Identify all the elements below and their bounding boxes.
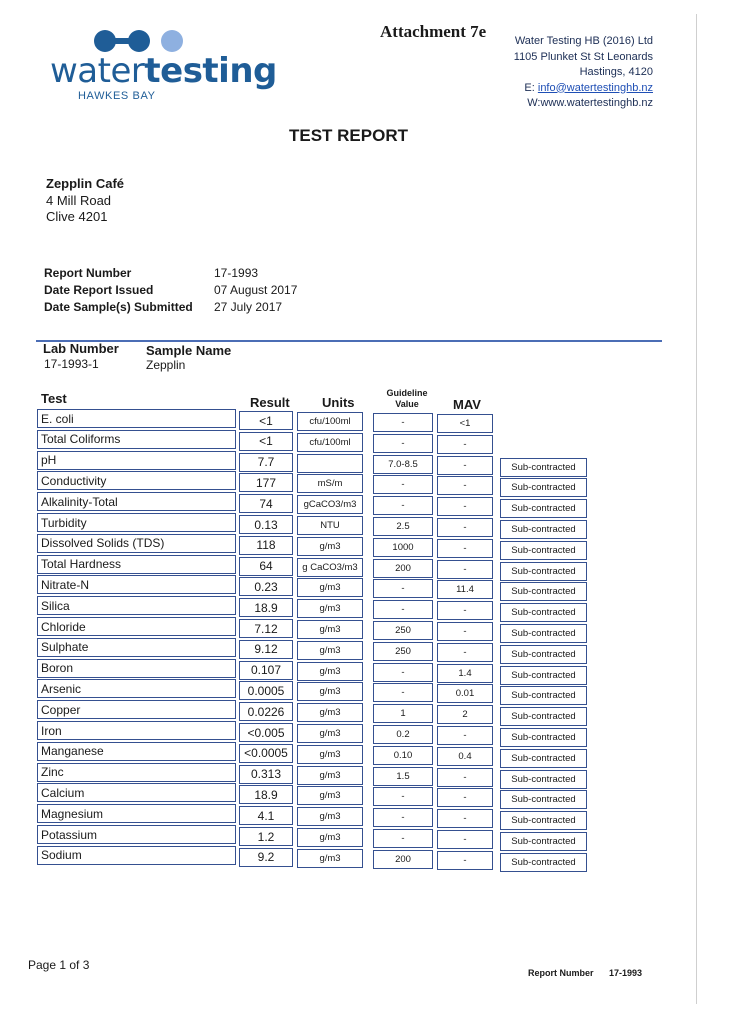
cell-note: Sub-contracted bbox=[500, 728, 587, 747]
cell-test: Arsenic bbox=[37, 679, 236, 698]
cell-guideline: - bbox=[373, 683, 433, 702]
cell-test: Total Coliforms bbox=[37, 430, 236, 449]
cell-units: g/m3 bbox=[297, 537, 363, 556]
cell-units: g/m3 bbox=[297, 807, 363, 826]
cell-note: Sub-contracted bbox=[500, 520, 587, 539]
cell-note: Sub-contracted bbox=[500, 853, 587, 872]
company-address bbox=[514, 34, 653, 112]
footer-report-number: 17-1993 bbox=[609, 968, 643, 978]
report-number: 17-1993 bbox=[214, 266, 259, 280]
cell-guideline: - bbox=[373, 413, 433, 432]
cell-result: 64 bbox=[239, 557, 293, 576]
cell-mav: - bbox=[437, 622, 493, 641]
cell-mav: - bbox=[437, 435, 493, 454]
cell-test: Nitrate-N bbox=[37, 575, 236, 594]
cell-result: <0.0005 bbox=[239, 744, 293, 763]
cell-test: Zinc bbox=[37, 763, 236, 782]
cell-result: 1.2 bbox=[239, 827, 293, 846]
cell-result: 0.23 bbox=[239, 577, 293, 596]
cell-test: pH bbox=[37, 451, 236, 470]
col-header-units: Units bbox=[322, 395, 355, 410]
cell-guideline: 0.10 bbox=[373, 746, 433, 765]
cell-result: 0.313 bbox=[239, 765, 293, 784]
cell-result: 118 bbox=[239, 536, 293, 555]
cell-units: gCaCO3/m3 bbox=[297, 495, 363, 514]
sample-name-label: Sample Name bbox=[146, 343, 232, 358]
cell-units: g/m3 bbox=[297, 786, 363, 805]
cell-units: g/m3 bbox=[297, 745, 363, 764]
cell-mav: - bbox=[437, 851, 493, 870]
date-issued: 07 August 2017 bbox=[214, 283, 298, 297]
cell-mav: - bbox=[437, 518, 493, 537]
cell-result: 7.12 bbox=[239, 619, 293, 638]
company-email-line: E: info@watertestinghb.nz bbox=[524, 81, 653, 94]
cell-test: Manganese bbox=[37, 742, 236, 761]
cell-test: Magnesium bbox=[37, 804, 236, 823]
cell-test: Potassium bbox=[37, 825, 236, 844]
page-number: Page 1 of 3 bbox=[28, 958, 90, 972]
cell-result: 0.107 bbox=[239, 661, 293, 680]
company-web: W:www.watertestinghb.nz bbox=[527, 97, 653, 109]
cell-guideline: - bbox=[373, 663, 433, 682]
page-edge-line bbox=[696, 14, 697, 1004]
cell-units: g/m3 bbox=[297, 703, 363, 722]
cell-note: Sub-contracted bbox=[500, 686, 587, 705]
cell-note: Sub-contracted bbox=[500, 811, 587, 830]
cell-note: Sub-contracted bbox=[500, 666, 587, 685]
cell-result: 177 bbox=[239, 473, 293, 492]
cell-result: <0.005 bbox=[239, 723, 293, 742]
cell-result: 9.2 bbox=[239, 848, 293, 867]
lab-number-label: Lab Number bbox=[43, 341, 119, 356]
cell-result: 0.13 bbox=[239, 515, 293, 534]
cell-mav: - bbox=[437, 788, 493, 807]
cell-units bbox=[297, 454, 363, 473]
cell-guideline: 250 bbox=[373, 642, 433, 661]
lab-number: 17-1993-1 bbox=[44, 357, 99, 371]
cell-guideline: - bbox=[373, 600, 433, 619]
cell-guideline: - bbox=[373, 434, 433, 453]
cell-guideline: 1.5 bbox=[373, 767, 433, 786]
cell-result: 4.1 bbox=[239, 806, 293, 825]
cell-note: Sub-contracted bbox=[500, 707, 587, 726]
cell-units: NTU bbox=[297, 516, 363, 535]
report-number-label: Report Number bbox=[44, 266, 132, 280]
cell-test: Conductivity bbox=[37, 471, 236, 490]
cell-guideline: 2.5 bbox=[373, 517, 433, 536]
cell-units: mS/m bbox=[297, 474, 363, 493]
cell-guideline: - bbox=[373, 579, 433, 598]
cell-note: Sub-contracted bbox=[500, 749, 587, 768]
cell-guideline: 0.2 bbox=[373, 725, 433, 744]
cell-guideline: - bbox=[373, 475, 433, 494]
cell-note: Sub-contracted bbox=[500, 478, 587, 497]
cell-guideline: 200 bbox=[373, 850, 433, 869]
footer-report-number-label: Report Number bbox=[528, 968, 594, 978]
cell-mav: - bbox=[437, 726, 493, 745]
cell-mav: - bbox=[437, 601, 493, 620]
cell-result: 7.7 bbox=[239, 453, 293, 472]
cell-note: Sub-contracted bbox=[500, 790, 587, 809]
cell-units: g/m3 bbox=[297, 578, 363, 597]
cell-note: Sub-contracted bbox=[500, 541, 587, 560]
cell-units: g/m3 bbox=[297, 599, 363, 618]
cell-units: cfu/100ml bbox=[297, 433, 363, 452]
report-meta bbox=[44, 265, 297, 316]
company-street: 1105 Plunket St St Leonards bbox=[513, 50, 653, 63]
cell-units: g/m3 bbox=[297, 641, 363, 660]
col-header-test: Test bbox=[41, 391, 67, 406]
cell-mav: - bbox=[437, 830, 493, 849]
col-header-result: Result bbox=[250, 395, 290, 410]
company-name: Water Testing HB (2016) Ltd bbox=[514, 35, 653, 47]
cell-guideline: - bbox=[373, 787, 433, 806]
cell-mav: <1 bbox=[437, 414, 493, 433]
cell-note: Sub-contracted bbox=[500, 499, 587, 518]
col-header-mav: MAV bbox=[453, 397, 481, 412]
cell-guideline: 250 bbox=[373, 621, 433, 640]
cell-result: 18.9 bbox=[239, 785, 293, 804]
cell-test: Iron bbox=[37, 721, 236, 740]
cell-note: Sub-contracted bbox=[500, 562, 587, 581]
client-city: Clive 4201 bbox=[46, 209, 108, 224]
cell-guideline: 200 bbox=[373, 559, 433, 578]
date-submitted: 27 July 2017 bbox=[214, 300, 283, 314]
cell-mav: - bbox=[437, 539, 493, 558]
cell-units: g/m3 bbox=[297, 849, 363, 868]
cell-mav: - bbox=[437, 643, 493, 662]
sample-name: Zepplin bbox=[146, 358, 186, 372]
cell-note: Sub-contracted bbox=[500, 582, 587, 601]
cell-result: <1 bbox=[239, 432, 293, 451]
cell-units: g/m3 bbox=[297, 724, 363, 743]
cell-result: 18.9 bbox=[239, 598, 293, 617]
cell-test: E. coli bbox=[37, 409, 236, 428]
cell-mav: 0.01 bbox=[437, 684, 493, 703]
client-street: 4 Mill Road bbox=[46, 192, 112, 208]
cell-note: Sub-contracted bbox=[500, 832, 587, 851]
cell-mav: - bbox=[437, 456, 493, 475]
cell-units: cfu/100ml bbox=[297, 412, 363, 431]
cell-test: Sulphate bbox=[37, 638, 236, 657]
cell-mav: 0.4 bbox=[437, 747, 493, 766]
cell-guideline: - bbox=[373, 808, 433, 827]
cell-result: 9.12 bbox=[239, 640, 293, 659]
col-header-guideline: Guideline Value bbox=[386, 388, 428, 409]
cell-mav: 11.4 bbox=[437, 580, 493, 599]
cell-mav: - bbox=[437, 497, 493, 516]
cell-note: Sub-contracted bbox=[500, 458, 587, 477]
cell-mav: 2 bbox=[437, 705, 493, 724]
cell-test: Copper bbox=[37, 700, 236, 719]
cell-test: Turbidity bbox=[37, 513, 236, 532]
cell-units: g CaCO3/m3 bbox=[297, 558, 363, 577]
client-address bbox=[46, 176, 124, 226]
cell-test: Boron bbox=[37, 659, 236, 678]
cell-test: Total Hardness bbox=[37, 555, 236, 574]
logo-wordmark: watertesting bbox=[50, 51, 277, 91]
cell-test: Chloride bbox=[37, 617, 236, 636]
cell-units: g/m3 bbox=[297, 828, 363, 847]
cell-guideline: 1 bbox=[373, 704, 433, 723]
date-issued-label: Date Report Issued bbox=[44, 283, 154, 297]
cell-result: 0.0005 bbox=[239, 681, 293, 700]
cell-note: Sub-contracted bbox=[500, 603, 587, 622]
cell-guideline: 7.0-8.5 bbox=[373, 455, 433, 474]
cell-result: 74 bbox=[239, 494, 293, 513]
page-title: TEST REPORT bbox=[288, 126, 408, 145]
cell-mav: - bbox=[437, 476, 493, 495]
cell-test: Calcium bbox=[37, 783, 236, 802]
cell-units: g/m3 bbox=[297, 662, 363, 681]
date-submitted-label: Date Sample(s) Submitted bbox=[44, 300, 193, 314]
company-city: Hastings, 4120 bbox=[579, 66, 653, 78]
client-name: Zepplin Café bbox=[46, 176, 125, 191]
logo-tagline: HAWKES BAY bbox=[78, 90, 156, 102]
cell-test: Sodium bbox=[37, 846, 236, 865]
cell-note: Sub-contracted bbox=[500, 624, 587, 643]
attachment-label: Attachment 7e bbox=[380, 22, 487, 41]
cell-mav: 1.4 bbox=[437, 664, 493, 683]
cell-guideline: - bbox=[373, 829, 433, 848]
cell-note: Sub-contracted bbox=[500, 770, 587, 789]
cell-units: g/m3 bbox=[297, 682, 363, 701]
cell-guideline: 1000 bbox=[373, 538, 433, 557]
cell-units: g/m3 bbox=[297, 620, 363, 639]
cell-test: Silica bbox=[37, 596, 236, 615]
cell-test: Dissolved Solids (TDS) bbox=[37, 534, 236, 553]
company-email-link[interactable]: info@watertestinghb.nz bbox=[537, 81, 653, 94]
cell-guideline: - bbox=[373, 496, 433, 515]
section-divider bbox=[36, 340, 662, 342]
cell-result: <1 bbox=[239, 411, 293, 430]
cell-result: 0.0226 bbox=[239, 702, 293, 721]
cell-units: g/m3 bbox=[297, 766, 363, 785]
cell-test: Alkalinity-Total bbox=[37, 492, 236, 511]
cell-mav: - bbox=[437, 809, 493, 828]
cell-mav: - bbox=[437, 768, 493, 787]
cell-note: Sub-contracted bbox=[500, 645, 587, 664]
cell-mav: - bbox=[437, 560, 493, 579]
